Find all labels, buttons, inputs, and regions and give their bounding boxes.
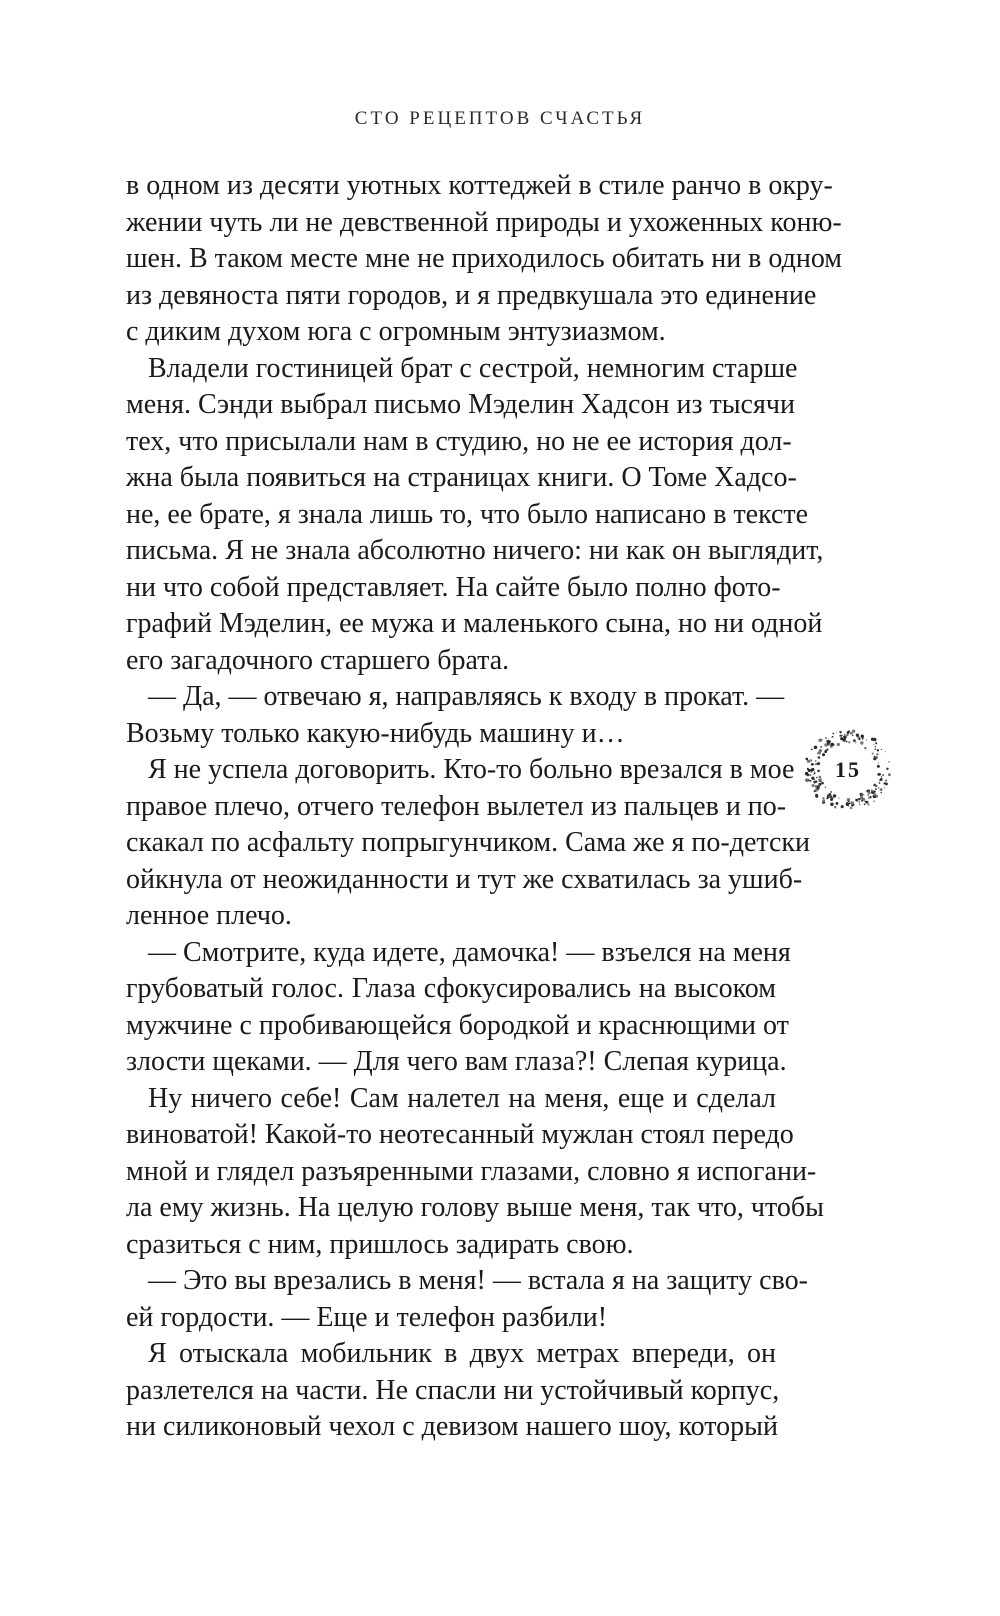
text-line: ла ему жизнь. На целую голову выше меня, так что, чтобы: [126, 1192, 824, 1223]
text-line: мной и глядел разъяренными глазами, словно я испогани-: [126, 1155, 817, 1187]
text-line: не, ее брате, я знала лишь то, что было написано в тексте: [126, 498, 809, 530]
text-line: злости щеками. — Для чего вам глаза?! Слепая курица.: [126, 1046, 787, 1077]
text-line: грубоватый голос. Глаза сфокусировались на высоком: [126, 973, 776, 1004]
text-line: его загадочного старшего брата.: [126, 644, 510, 676]
text-line: виноватой! Какой-то неотесанный мужлан стоял передо: [126, 1119, 794, 1150]
page-number: 15: [835, 757, 861, 782]
folio: [798, 720, 898, 820]
text-line: из девяноста пяти городов, и я предвкушала это единение: [126, 279, 817, 311]
text-line: скакал по асфальту попрыгунчиком. Сама же я по-детски: [126, 827, 811, 858]
text-line: сразиться с ним, пришлось задирать свою.: [126, 1228, 634, 1260]
text-line: с диким духом юга с огромным энтузиазмом.: [126, 316, 666, 347]
text-line: Ну ничего себе! Сам налетел на меня, еще и сделал: [148, 1082, 776, 1114]
text-line: графий Мэделин, ее мужа и маленького сына, но ни одной: [126, 608, 823, 639]
text-line: Владели гостиницей брат с сестрой, немногим старше: [148, 352, 798, 384]
running-head-title: СТО РЕЦЕПТОВ СЧАСТЬЯ: [354, 108, 646, 129]
text-line: в одном из десяти уютных коттеджей в стиле ранчо в окру-: [126, 170, 833, 201]
text-line: Я не успела договорить. Кто-то больно врезался в мое: [148, 754, 795, 785]
text-line: ни силиконовый чехол с девизом нашего шоу, который: [126, 1411, 778, 1442]
text-line: — Смотрите, куда идете, дамочка! — взъелся на меня: [148, 936, 791, 968]
text-line: правое плечо, отчего телефон вылетел из пальцев и по-: [126, 790, 787, 822]
text-line: меня. Сэнди выбрал письмо Мэделин Хадсон из тысячи: [126, 389, 795, 420]
text-line: ленное плечо.: [126, 900, 292, 931]
text-line: Возьму только какую-нибудь машину и…: [126, 717, 625, 749]
text-line: — Да, — отвечаю я, направляясь к входу в прокат. —: [148, 681, 785, 712]
text-line: ей гордости. — Еще и телефон разбили!: [126, 1301, 608, 1333]
text-line: жна была появиться на страницах книги. О Томе Хадсо-: [126, 462, 797, 493]
text-line: ни что собой представляет. На сайте было полно фото-: [126, 571, 781, 603]
text-line: тех, что присылали нам в студию, но не ее история дол-: [126, 425, 792, 457]
text-line: разлетелся на части. Не спасли ни устойчивый корпус,: [126, 1374, 780, 1406]
text-line: письма. Я не знала абсолютно ничего: ни как он выглядит,: [126, 535, 824, 566]
text-line: ойкнула от неожиданности и тут же схватилась за ушиб-: [126, 863, 803, 895]
text-line: шен. В таком месте мне не приходилось обитать ни в одном: [126, 243, 843, 274]
text-line: мужчине с пробивающейся бородкой и краснющими от: [126, 1009, 789, 1041]
text-line: жении чуть ли не девственной природы и ухоженных коню-: [126, 206, 842, 238]
text-line: — Это вы врезались в меня! — встала я на защиту сво-: [148, 1265, 808, 1296]
text-line: Я отыскала мобильник в двух метрах впереди, он: [148, 1338, 776, 1369]
body-text: [126, 168, 843, 1446]
